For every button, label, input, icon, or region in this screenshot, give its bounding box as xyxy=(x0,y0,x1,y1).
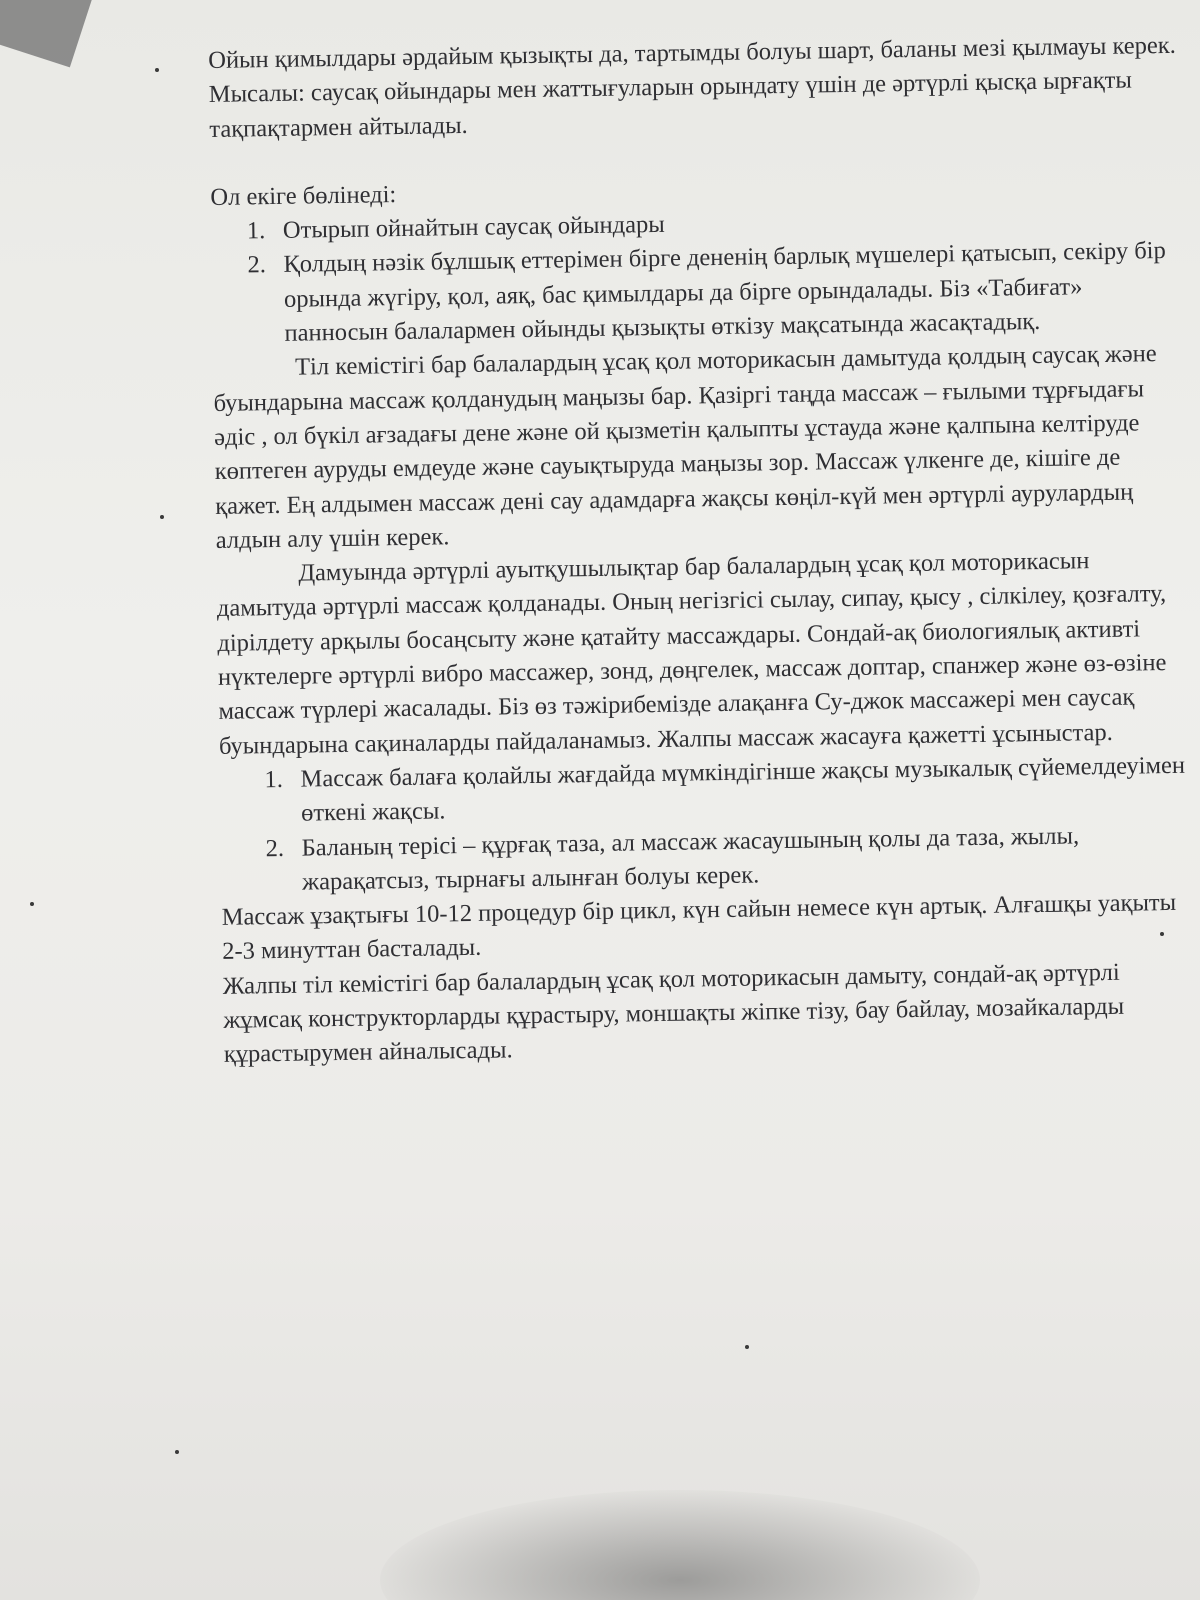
list-item-text: Массаж балаға қолайлы жағдайда мүмкіндігінше жақсы музыкалық сүйемелдеуімен өткені жақсы. xyxy=(300,751,1186,827)
paragraph-conclusion: Жалпы тіл кемістігі бар балалардың ұсақ қол моторикасын дамыту, сондай-ақ әртүрлі жұмсақ конструкторларды құрастыру, моншақты жіпке тізу, бау байлау, мозайкаларды құрастырумен айналысады. xyxy=(222,958,1125,1069)
speck xyxy=(155,68,159,72)
speck xyxy=(30,902,34,906)
list-number: 1. xyxy=(264,765,284,794)
corner-shadow xyxy=(0,0,104,67)
list-item-text: Отырып ойнайтын саусақ ойындары xyxy=(282,211,665,245)
speck xyxy=(745,1345,749,1349)
paragraph-division: Ол екіге бөлінеді: xyxy=(210,180,397,211)
list-number: 1. xyxy=(246,217,266,245)
speck xyxy=(175,1450,179,1454)
list-number: 2. xyxy=(247,251,267,279)
paragraph-massage-importance: Тіл кемістігі бар балалардың ұсақ қол моторикасын дамытуда қолдың саусақ және буындарына массаж қолданудың маңызы бар. Қазіргі таңда массаж – ғылыми тұрғыдағы әдіс , ол бүкіл ағзадағы дене және ой қызметін қалыпты ұстауда және қалпына келтіруде көптеген ауруды емдеуде және сауықтыруда маңызы зор. Массаж үлкенге де, кішіге де қажет. Ең алдымен массаж дені сау адамдарға жақсы көңіл-күй мен әртүрлі аурулардың алдын алу үшін керек. xyxy=(213,340,1157,554)
list-item-text: Баланың терісі – құрғақ таза, ал массаж жасаушының қолы да таза, жылы, жарақатсыз, тырнағы алынған болуы керек. xyxy=(301,821,1080,896)
list-item-text: Қолдың нәзік бұлшық еттерімен бірге дененің барлық мүшелері қатысып, секіру бір орында жүгіру, қол, аяқ, бас қимылдары да бірге орындалады. Біз «Табиғат» панносын балалармен ойынды қызықты өткізу мақсатында жасақтадық. xyxy=(283,237,1166,347)
paragraph-massage-duration: Массаж ұзақтығы 10-12 процедур бір цикл, күн сайын немесе күн артық. Алғашқы уақыты 2-3 минуттан басталады. xyxy=(221,889,1177,966)
speck xyxy=(160,515,164,519)
bottom-shadow xyxy=(380,1490,980,1600)
document-body xyxy=(208,29,1199,1073)
paragraph-intro: Ойын қимылдары әрдайым қызықты да, тартымды болуы шарт, баланы мезі қылмауы керек. Мысалы: саусақ ойындары мен жаттығуларын орындату үшін де әртүрлі қысқа ырғақты тақпақтармен айтылады. xyxy=(208,31,1176,143)
list-number: 2. xyxy=(265,834,285,862)
list-item xyxy=(247,234,1188,352)
game-types-list xyxy=(247,200,1188,352)
paragraph-massage-types: Дамуында әртүрлі ауытқушылықтар бар балалардың ұсақ қол моторикасын дамытуда әртүрлі массаж қолданады. Оның негізгісі сылау, сипау, қысу , сілкілеу, қозғалту, дірілдету арқылы босаңсыту және қатайту массаждары. Сондай-ақ биологиялық активті нүктелерге әртүрлі вибро массажер, зонд, дөңгелек, массаж доптар, спанжер және өз-өзіне массаж түрлері жасалады. Біз өз тәжірибемізде алақанға Су-джок массажері мен саусақ буындарына сақиналарды пайдаланамыз. Жалпы массаж жасауға қажетті ұсыныстар. xyxy=(216,547,1167,760)
recommendations-list xyxy=(264,749,1196,901)
